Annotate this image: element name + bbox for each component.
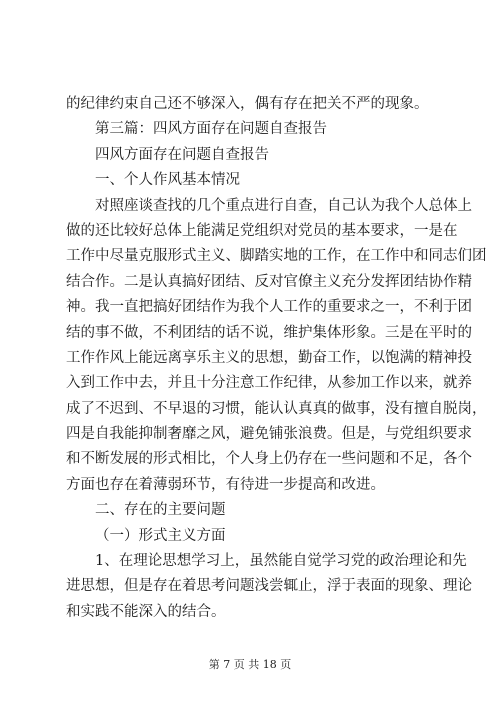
report-title: 四风方面存在问题自查报告 [95, 146, 269, 163]
body-line: 成了不迟到、不早退的习惯，能认认真真的做事，没有擅自脱岗， [66, 400, 487, 417]
body-line: 入到工作中去，并且十分注意工作纪律，从参加工作以来，就养 [66, 375, 472, 392]
body-line: 结合作。二是认真搞好团结、反对官僚主义充分发挥团结协作精 [66, 273, 472, 290]
body-line: 和不断发展的形式相比，个人身上仍存在一些问题和不足，各个 [66, 451, 472, 468]
body-line: 结的事不做，不利团结的话不说，维护集体形象。三是在平时的 [66, 324, 472, 341]
body-line: 对照座谈查找的几个重点进行自查，自己认为我个人总体上 [95, 197, 472, 214]
body-line: 的纪律约束自己还不够深入，偶有存在把关不严的现象。 [66, 96, 429, 112]
body-line: 做的还比较好总体上能满足党组织对党员的基本要求，一是在 [66, 222, 458, 239]
page-footer: 第 7 页 共 18 页 [208, 658, 292, 671]
body-line: 进思想，但是存在着思考问题浅尝辄止，浮于表面的现象、理论 [66, 578, 472, 595]
body-line: 1、在理论思想学习上，虽然能自觉学习党的政治理论和先 [95, 553, 467, 570]
document-body [66, 92, 487, 625]
body-line: 工作中尽量克服形式主义、脚踏实地的工作，在工作中和同志们团 [66, 248, 487, 265]
body-line: 四是自我能抑制奢靡之风，避免铺张浪费。但是，与党组织要求 [66, 426, 472, 443]
body-line: 和实践不能深入的结合。 [66, 603, 226, 620]
subheading: （一）形式主义方面 [95, 527, 226, 544]
body-line: 神。我一直把搞好团结作为我个人工作的重要求之一，不利于团 [66, 299, 472, 316]
body-line: 方面也存在着薄弱环节，有待进一步提高和改进。 [66, 476, 385, 493]
subheading: 二、存在的主要问题 [95, 502, 226, 519]
section-heading: 第三篇：四风方面存在问题自查报告 [95, 121, 327, 138]
body-line: 工作作风上能远离享乐主义的思想，勤奋工作，以饱满的精神投 [66, 349, 472, 366]
subheading: 一、个人作风基本情况 [95, 172, 240, 189]
